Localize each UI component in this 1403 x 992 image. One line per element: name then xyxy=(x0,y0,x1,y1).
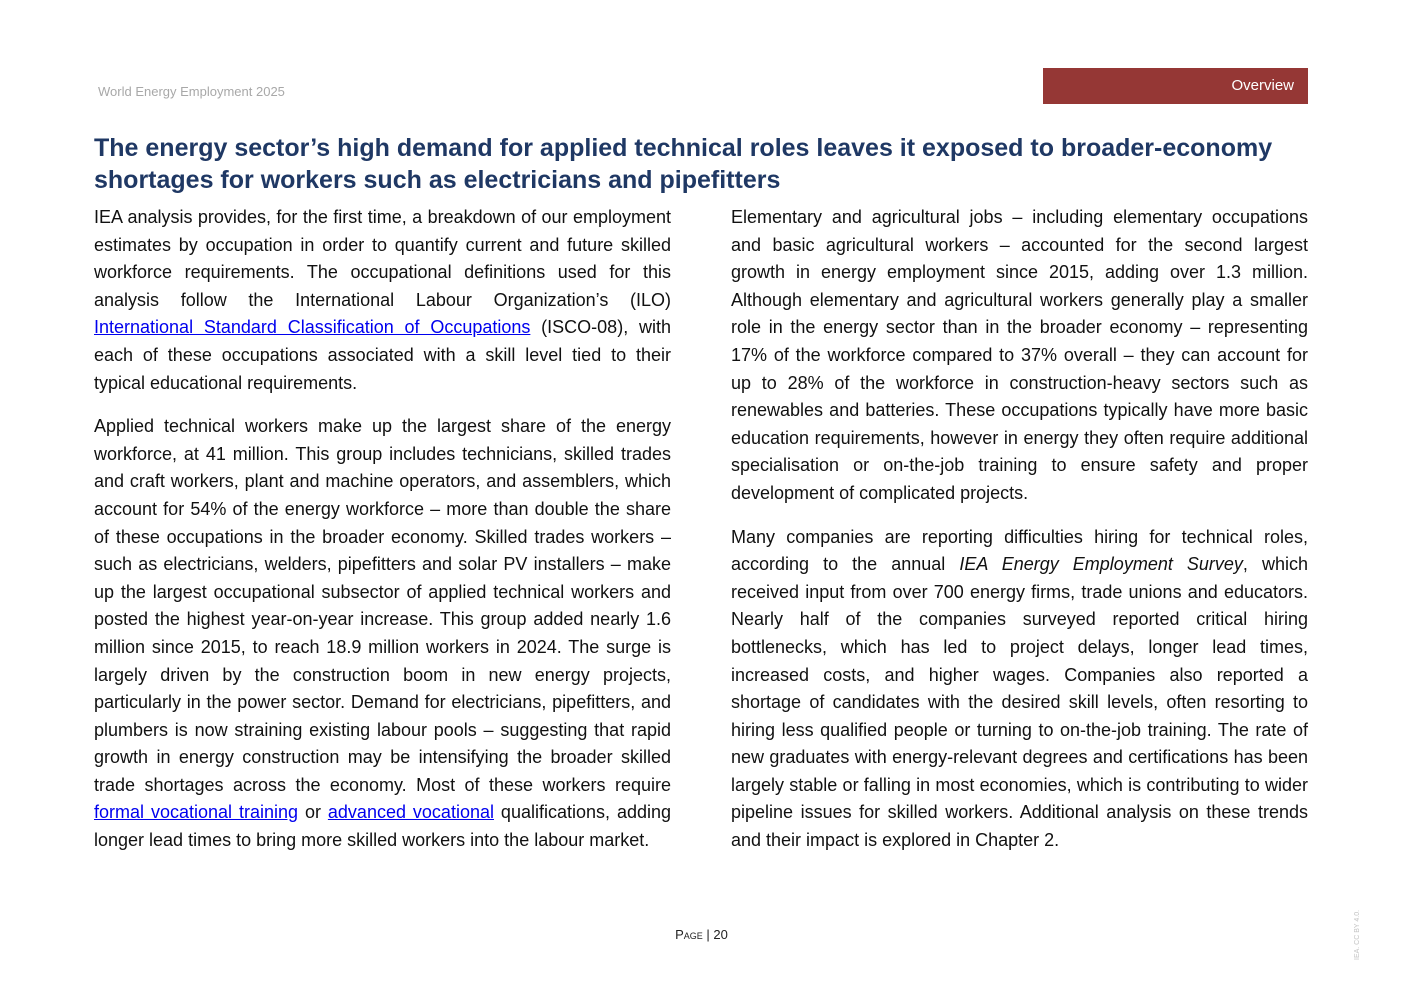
paragraph-text: or xyxy=(298,802,328,823)
paragraph-text: , which received input from over 700 energy firms, trade unions and educators. Nearly half of the companies surveyed reported critical hiring bottlenecks, which has led to project delays, longer lead times, increased costs, and higher wages. Companies also reported a shortage of candidates with the desired skill levels, often resorting to hiring less qualified people or turning to on-the-job training. The rate of new graduates with energy-relevant degrees and certifications has been largely stable or falling in most economies, which is contributing to wider pipeline issues for skilled workers. Additional analysis on these trends and their impact is explored in Chapter 2. xyxy=(731,554,1308,851)
page-title: The energy sector’s high demand for applied technical roles leaves it exposed to broader-economy shortages for workers such as electricians and pipefitters xyxy=(94,134,1273,194)
page-footer xyxy=(0,927,1403,942)
page-label: Page xyxy=(675,927,703,942)
survey-name: IEA Energy Employment Survey xyxy=(959,554,1243,575)
isco-link[interactable]: International Standard Classification of Occupations xyxy=(94,317,531,338)
page-number: 20 xyxy=(713,927,728,942)
paragraph-text: IEA analysis provides, for the first time, a breakdown of our employment estimates by occupation in order to quantify current and future skilled workforce requirements. The occupational definitions used for this analysis follow the International Labour Organization’s (ILO) xyxy=(94,207,671,310)
page-separator: | xyxy=(702,927,714,942)
paragraph xyxy=(731,524,1308,855)
section-tab xyxy=(1043,68,1308,104)
right-column xyxy=(731,204,1308,871)
paragraph-text: (ISCO-08), with each of these occupations associated with a skill level tied to their typical educational requirements. xyxy=(94,317,671,393)
paragraph-text: qualifications, adding longer lead times to bring more skilled workers into the labour market. xyxy=(94,802,671,851)
left-column xyxy=(94,204,671,871)
section-label: Overview xyxy=(1231,77,1294,94)
paragraph: Elementary and agricultural jobs – including elementary occupations and basic agricultural workers – accounted for the second largest growth in energy employment since 2015, adding over 1.3 million. Although elementary and agricultural workers generally play a smaller role in the energy sector than in the broader economy – representing 17% of the workforce compared to 37% overall – they can account for up to 28% of the workforce in construction-heavy sectors such as renewables and batteries. These occupations typically have more basic education requirements, however in energy they often require additional specialisation or on-the-job training to ensure safety and proper development of complicated projects. xyxy=(731,207,1308,503)
formal-vocational-training-link[interactable]: formal vocational training xyxy=(94,802,298,823)
license-mark: IEA. CC BY 4.0. xyxy=(1354,909,1361,960)
paragraph-text: Many companies are reporting difficulties hiring for technical roles, according to the annual xyxy=(731,526,1308,575)
paragraph xyxy=(94,413,671,855)
publication-title: World Energy Employment 2025 xyxy=(98,84,285,99)
paragraph xyxy=(94,204,671,397)
advanced-vocational-link[interactable]: advanced vocational xyxy=(327,802,494,823)
paragraph-text: Applied technical workers make up the largest share of the energy workforce, at 41 million. This group includes technicians, skilled trades and craft workers, plant and machine operators, and assemblers, which account for 54% of the energy workforce – more than double the share of these occupations in the broader economy. Skilled trades workers – such as electricians, welders, pipefitters and solar PV installers – make up the largest occupational subsector of applied technical workers and posted the highest year-on-year increase. This group added nearly 1.6 million since 2015, to reach 18.9 million workers in 2024. The surge is largely driven by the construction boom in new energy projects, particularly in the power sector. Demand for electricians, pipefitters, and plumbers is now straining existing labour pools – suggesting that rapid growth in energy construction may be intensifying the broader skilled trade shortages across the economy. Most of these workers require xyxy=(94,416,671,795)
